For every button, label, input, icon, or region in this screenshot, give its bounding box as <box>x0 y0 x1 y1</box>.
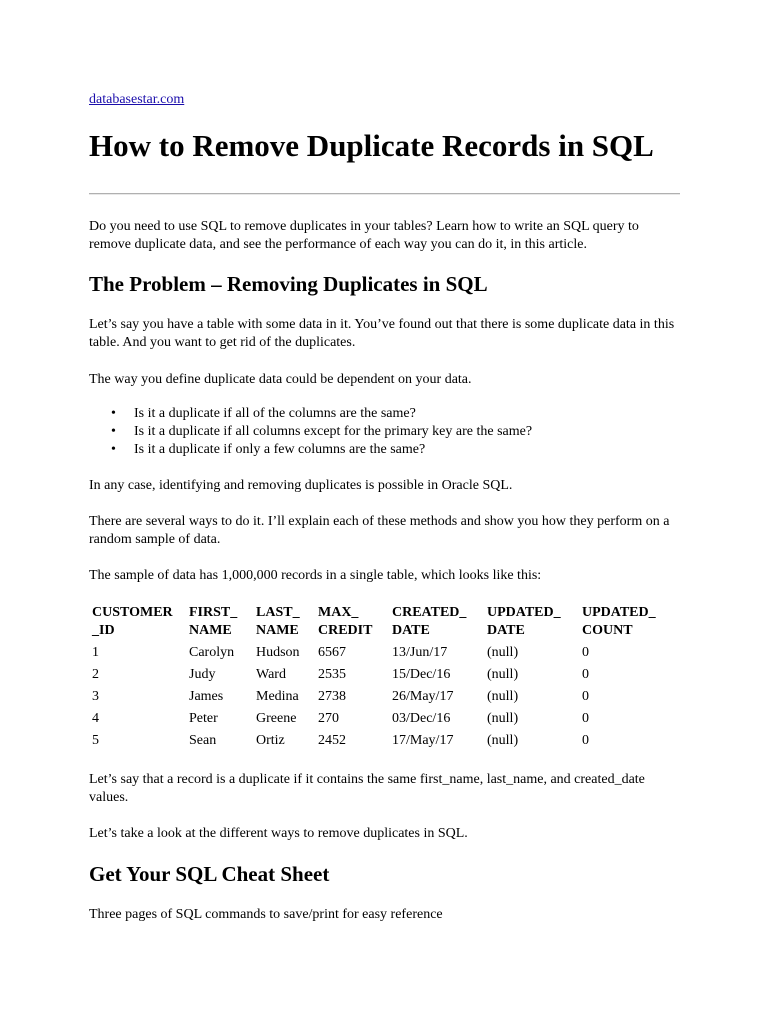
table-cell: Judy <box>189 667 216 682</box>
duplicate-definition-list <box>89 405 532 459</box>
table-cell: Carolyn <box>189 645 235 660</box>
problem-paragraph-3: In any case, identifying and removing duplicates is possible in Oracle SQL. <box>89 478 513 493</box>
table-cell: 15/Dec/16 <box>392 667 451 682</box>
table-cell: 03/Dec/16 <box>392 711 451 726</box>
table-cell: Ortiz <box>256 733 285 748</box>
list-item-text: Is it a duplicate if all of the columns are the same? <box>134 406 416 421</box>
table-cell: 0 <box>582 733 589 748</box>
section-heading-cheat-sheet: Get Your SQL Cheat Sheet <box>89 862 330 886</box>
column-header-first-name: FIRST_ NAME <box>189 605 238 638</box>
bullet-icon: • <box>111 406 116 421</box>
after-table-paragraph-2: Let’s take a look at the different ways to remove duplicates in SQL. <box>89 826 468 841</box>
table-cell: 0 <box>582 667 589 682</box>
bullet-icon: • <box>111 442 116 457</box>
list-item <box>89 405 532 423</box>
table-cell: James <box>189 689 224 704</box>
table-cell: Hudson <box>256 645 300 660</box>
title-divider <box>89 193 680 195</box>
table-cell: 0 <box>582 689 589 704</box>
table-cell: Sean <box>189 733 217 748</box>
page-title: How to Remove Duplicate Records in SQL <box>89 128 654 163</box>
table-cell: 2738 <box>318 689 346 704</box>
table-cell: 1 <box>92 645 99 660</box>
table-row <box>89 686 675 708</box>
table-cell: 6567 <box>318 645 346 660</box>
table-cell: Medina <box>256 689 299 704</box>
table-cell: 5 <box>92 733 99 748</box>
table-cell: 270 <box>318 711 339 726</box>
table-cell: (null) <box>487 689 519 704</box>
table-cell: 13/Jun/17 <box>392 645 448 660</box>
list-item <box>89 423 532 441</box>
problem-paragraph-4: There are several ways to do it. I’ll explain each of these methods and show you how they perform on a random sample of data. <box>89 514 670 547</box>
table-row <box>89 664 675 686</box>
table-cell: Peter <box>189 711 218 726</box>
list-item-text: Is it a duplicate if only a few columns are the same? <box>134 442 426 457</box>
bullet-icon: • <box>111 424 116 439</box>
table-cell: (null) <box>487 733 519 748</box>
table-row <box>89 730 675 752</box>
table-cell: (null) <box>487 645 519 660</box>
table-cell: 0 <box>582 645 589 660</box>
problem-paragraph-5: The sample of data has 1,000,000 records in a single table, which looks like this: <box>89 568 542 583</box>
problem-paragraph-1: Let’s say you have a table with some data in it. You’ve found out that there is some duplicate data in this table. And you want to get rid of the duplicates. <box>89 317 675 350</box>
sample-data-table <box>89 604 675 752</box>
list-item-text: Is it a duplicate if all columns except for the primary key are the same? <box>134 424 533 439</box>
table-cell: Greene <box>256 711 297 726</box>
list-item <box>89 441 532 459</box>
column-header-created-date: CREATED_ DATE <box>392 605 467 638</box>
after-table-paragraph-1: Let’s say that a record is a duplicate if it contains the same first_name, last_name, and created_date values. <box>89 772 645 805</box>
column-header-max-credit: MAX_ CREDIT <box>318 605 373 638</box>
problem-paragraph-2: The way you define duplicate data could be dependent on your data. <box>89 372 472 387</box>
table-cell: 2452 <box>318 733 346 748</box>
cheat-sheet-paragraph: Three pages of SQL commands to save/print for easy reference <box>89 907 443 922</box>
table-cell: 0 <box>582 711 589 726</box>
table-cell: 2535 <box>318 667 346 682</box>
table-cell: 17/May/17 <box>392 733 454 748</box>
table-cell: (null) <box>487 667 519 682</box>
column-header-customer-id: CUSTOMER _ID <box>92 605 173 638</box>
table-cell: 2 <box>92 667 99 682</box>
column-header-updated-date: UPDATED_ DATE <box>487 605 561 638</box>
column-header-last-name: LAST_ NAME <box>256 605 300 638</box>
section-heading-problem: The Problem – Removing Duplicates in SQL <box>89 272 488 296</box>
source-link[interactable]: databasestar.com <box>89 92 185 107</box>
table-header-row <box>89 604 675 642</box>
table-cell: 3 <box>92 689 99 704</box>
column-header-updated-count: UPDATED_ COUNT <box>582 605 656 638</box>
intro-paragraph: Do you need to use SQL to remove duplicates in your tables? Learn how to write an SQL query to remove duplicate data, and see the performance of each way you can do it, in this article. <box>89 219 639 252</box>
table-cell: Ward <box>256 667 286 682</box>
table-cell: 26/May/17 <box>392 689 454 704</box>
table-row <box>89 642 675 664</box>
table-row <box>89 708 675 730</box>
table-cell: 4 <box>92 711 99 726</box>
table-cell: (null) <box>487 711 519 726</box>
